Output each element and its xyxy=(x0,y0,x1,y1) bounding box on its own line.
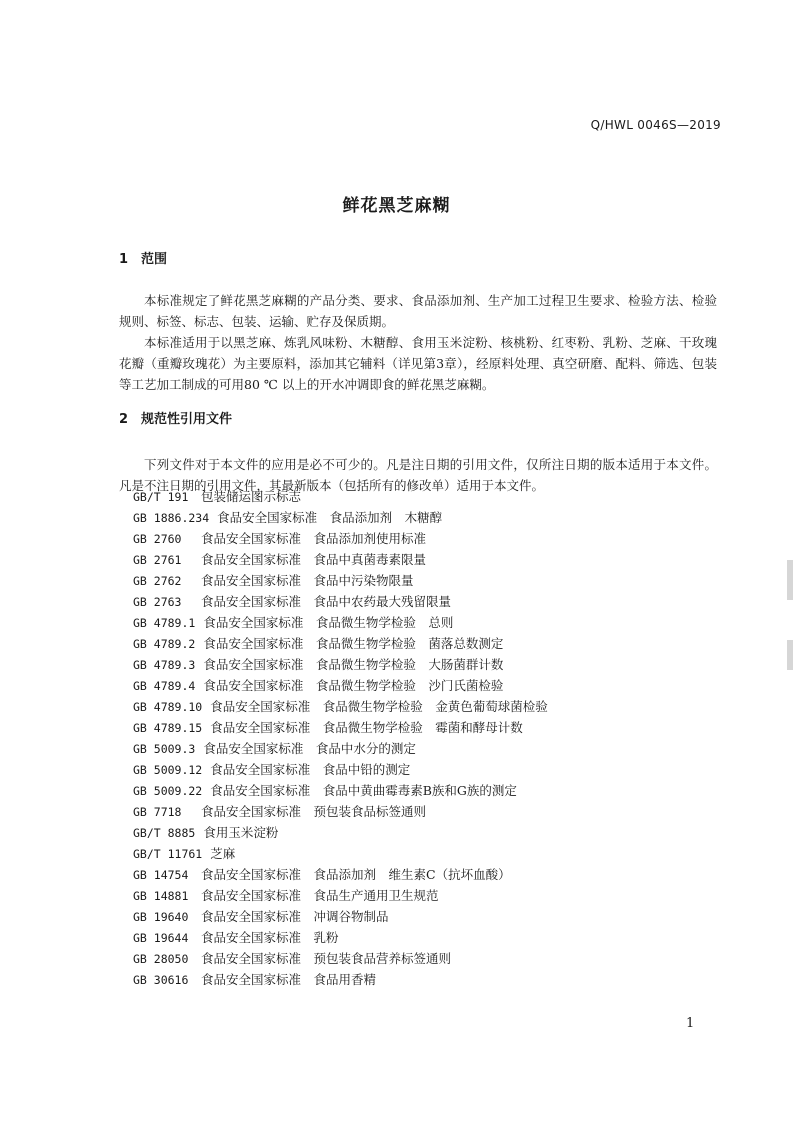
reference-code: GB 5009.12 xyxy=(133,763,203,777)
reference-item xyxy=(133,738,548,759)
reference-title: 食用玉米淀粉 xyxy=(203,825,279,840)
reference-item xyxy=(133,759,548,780)
reference-item xyxy=(133,549,548,570)
reference-item xyxy=(133,969,548,990)
reference-code: GB 4789.1 xyxy=(133,616,196,630)
reference-item xyxy=(133,675,548,696)
reference-code: GB 2762 xyxy=(133,574,182,588)
reference-code: GB 14881 xyxy=(133,889,189,903)
reference-code: GB 2760 xyxy=(133,532,182,546)
reference-item xyxy=(133,507,548,528)
reference-item xyxy=(133,801,548,822)
reference-code: GB 5009.3 xyxy=(133,742,196,756)
reference-title: 食品安全国家标准 食品中真菌毒素限量 xyxy=(201,552,427,567)
scan-edge-mark xyxy=(787,640,793,670)
reference-code: GB 19644 xyxy=(133,931,189,945)
reference-item xyxy=(133,885,548,906)
page-number: 1 xyxy=(686,1016,695,1031)
reference-title: 食品安全国家标准 食品用香精 xyxy=(201,972,377,987)
reference-item xyxy=(133,696,548,717)
reference-title: 食品安全国家标准 食品微生物学检验 菌落总数测定 xyxy=(203,636,504,651)
reference-title: 食品安全国家标准 食品中污染物限量 xyxy=(201,573,414,588)
reference-code: GB/T 191 xyxy=(133,490,189,504)
reference-title: 食品安全国家标准 食品微生物学检验 大肠菌群计数 xyxy=(203,657,504,672)
document-title: 鲜花黑芝麻糊 xyxy=(342,196,451,216)
reference-item xyxy=(133,948,548,969)
reference-item xyxy=(133,528,548,549)
reference-title: 食品安全国家标准 乳粉 xyxy=(201,930,339,945)
reference-code: GB 4789.3 xyxy=(133,658,196,672)
reference-title: 食品安全国家标准 食品中水分的测定 xyxy=(203,741,416,756)
reference-code: GB 14754 xyxy=(133,868,189,882)
reference-code: GB 30616 xyxy=(133,973,189,987)
section-1-heading xyxy=(119,248,167,267)
reference-code: GB 2761 xyxy=(133,553,182,567)
reference-title: 食品安全国家标准 冲调谷物制品 xyxy=(201,909,389,924)
reference-code: GB 4789.10 xyxy=(133,700,203,714)
reference-item xyxy=(133,591,548,612)
reference-item xyxy=(133,843,548,864)
reference-item xyxy=(133,864,548,885)
reference-item xyxy=(133,906,548,927)
reference-code: GB 28050 xyxy=(133,952,189,966)
scan-edge-mark xyxy=(787,560,793,600)
reference-item xyxy=(133,654,548,675)
reference-title: 食品安全国家标准 食品中农药最大残留限量 xyxy=(201,594,452,609)
reference-item xyxy=(133,927,548,948)
section-2-heading xyxy=(119,408,232,427)
reference-item xyxy=(133,486,548,507)
references-intro-paragraph: 下列文件对于本文件的应用是必不可少的。凡是注日期的引用文件，仅所注日期的版本适用于本文件。凡是不注日期的引用文件，其最新版本（包括所有的修改单）适用于本文件。 xyxy=(119,457,717,493)
reference-code: GB 4789.4 xyxy=(133,679,196,693)
reference-item xyxy=(133,570,548,591)
reference-code: GB/T 8885 xyxy=(133,826,196,840)
reference-title: 食品安全国家标准 食品微生物学检验 金黄色葡萄球菌检验 xyxy=(210,699,548,714)
reference-code: GB 7718 xyxy=(133,805,182,819)
reference-title: 食品安全国家标准 食品添加剂 维生素C（抗坏血酸） xyxy=(201,867,511,882)
reference-code: GB 1886.234 xyxy=(133,511,210,525)
reference-title: 食品安全国家标准 预包装食品营养标签通则 xyxy=(201,951,452,966)
reference-title: 食品安全国家标准 食品添加剂 木糖醇 xyxy=(217,510,443,525)
section-title: 规范性引用文件 xyxy=(141,412,233,427)
reference-title: 食品安全国家标准 食品生产通用卫生规范 xyxy=(201,888,439,903)
reference-title: 食品安全国家标准 食品微生物学检验 霉菌和酵母计数 xyxy=(210,720,523,735)
reference-item xyxy=(133,780,548,801)
section-number: 2 xyxy=(119,412,129,427)
reference-list xyxy=(133,486,548,990)
reference-title: 食品安全国家标准 食品微生物学检验 沙门氏菌检验 xyxy=(203,678,504,693)
reference-code: GB 4789.2 xyxy=(133,637,196,651)
reference-title: 食品安全国家标准 食品中铅的测定 xyxy=(210,762,411,777)
reference-item xyxy=(133,633,548,654)
reference-title: 食品安全国家标准 预包装食品标签通则 xyxy=(201,804,427,819)
scope-paragraph-2: 本标准适用于以黑芝麻、炼乳风味粉、木糖醇、食用玉米淀粉、核桃粉、红枣粉、乳粉、芝麻、干玫瑰花瓣（重瓣玫瑰花）为主要原料，添加其它辅料（详见第3章），经原料处理、真空研磨、配料、筛选、包装等工艺加工制成的可用80 ℃ 以上的开水冲调即食的鲜花黑芝麻糊。 xyxy=(119,335,717,392)
reference-item xyxy=(133,612,548,633)
reference-title: 包装储运图示标志 xyxy=(201,489,302,504)
section-title: 范围 xyxy=(141,252,168,267)
document-code: Q/HWL 0046S—2019 xyxy=(590,118,721,132)
scope-paragraph-1: 本标准规定了鲜花黑芝麻糊的产品分类、要求、食品添加剂、生产加工过程卫生要求、检验方法、检验规则、标签、标志、包装、运输、贮存及保质期。 xyxy=(119,293,717,329)
reference-title: 食品安全国家标准 食品微生物学检验 总则 xyxy=(203,615,454,630)
reference-title: 食品安全国家标准 食品中黄曲霉毒素B族和G族的测定 xyxy=(210,783,517,798)
reference-title: 食品安全国家标准 食品添加剂使用标准 xyxy=(201,531,427,546)
reference-code: GB 19640 xyxy=(133,910,189,924)
reference-code: GB 2763 xyxy=(133,595,182,609)
reference-code: GB/T 11761 xyxy=(133,847,203,861)
reference-item xyxy=(133,822,548,843)
section-number: 1 xyxy=(119,252,129,267)
reference-item xyxy=(133,717,548,738)
reference-title: 芝麻 xyxy=(210,846,236,861)
reference-code: GB 4789.15 xyxy=(133,721,203,735)
reference-code: GB 5009.22 xyxy=(133,784,203,798)
